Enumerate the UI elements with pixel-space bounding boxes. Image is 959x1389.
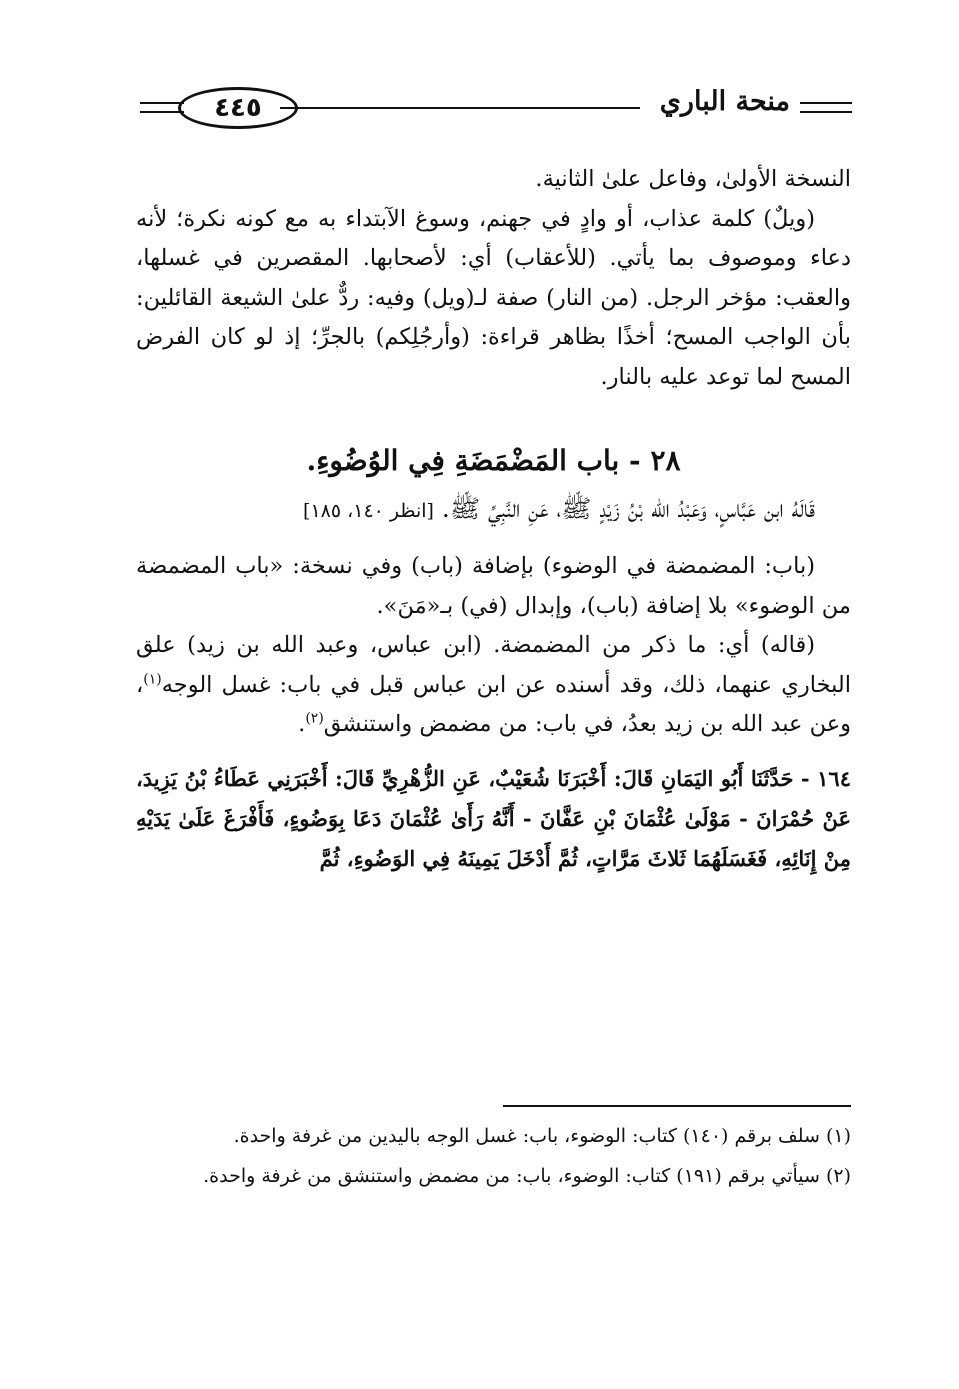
quote-text: قَالَهُ ابن عَبَّاسٍ، وَعَبْدُ الله بْنُ زَيْدٍ ﷺ، عَنِ النَّبِيِّ ﷺ. [441, 494, 815, 523]
footnote-2: (٢) سيأتي برقم (١٩١) كتاب: الوضوء، باب: من مضمض واستنشق من غرفة واحدة. [203, 1165, 851, 1187]
running-title: منحة الباري [659, 86, 790, 117]
paragraph-continuation: النسخة الأولىٰ، وفاعل علىٰ الثانية. [535, 166, 851, 192]
chapter-quote [136, 489, 851, 531]
paragraph-qalahu-commentary [136, 626, 851, 745]
quote-reference: [انظر ١٤٠، ١٨٥] [303, 500, 434, 522]
page-header [140, 82, 852, 138]
para4-text-b: ، وعن عبد الله بن زيد بعدُ، في باب: من مضمض واستنشق [136, 671, 851, 737]
header-rule-right-bottom [800, 111, 852, 113]
page-number-ornament [178, 87, 298, 129]
footnotes [136, 1120, 851, 1200]
para4-text-a: (قاله) أي: ما ذكر من المضمضة. (ابن عباس، وعبد الله بن زيد) علق البخاري عنهما، ذلك، وقد أسنده عن ابن عباس قبل في باب: غسل الوجه [136, 632, 851, 698]
footnote-1: (١) سلف برقم (١٤٠) كتاب: الوضوء، باب: غسل الوجه باليدين من غرفة واحدة. [233, 1125, 851, 1147]
footnote-separator [503, 1105, 851, 1107]
header-rule-right-top [800, 102, 852, 104]
paragraph-wail-commentary: (ويلٌ) كلمة عذاب، أو وادٍ في جهنم، وسوغ الآبتداء به مع كونه نكرة؛ لأنه دعاء وموصوف بما يأتي. (للأعقاب) أي: لأصحابها. المقصرين في غسلها، والعقب: مؤخر الرجل. (من النار) صفة لـ(ويل) وفيه: ردٌّ علىٰ الشيعة القائلين: بأن الواجب المسح؛ أخذًا بظاهر قراءة: (وأرجُلِكم) بالجرِّ؛ إذ لو كان الفرض المسح لما توعد عليه بالنار. [136, 205, 851, 390]
para4-text-c: . [298, 711, 306, 737]
page-number: ٤٤٥ [214, 93, 262, 123]
main-text [136, 160, 851, 879]
header-rule-middle [280, 107, 640, 109]
footnote-marker-2: (٢) [305, 710, 324, 727]
hadith-text: ١٦٤ - حَدَّثَنَا أَبُو اليَمَانِ قَالَ: أَخْبَرَنَا شُعَيْبٌ، عَنِ الزُّهْرِيِّ قَالَ: أَخْبَرَنِي عَطَاءُ بْنُ يَزِيدَ، عَنْ حُمْرَانَ - مَوْلَىٰ عُثْمَانَ بْنِ عَفَّانَ - أَنَّهُ رَأَىٰ عُثْمَانَ دَعَا بِوَضُوءٍ، فَأَفْرَغَ عَلَىٰ يَدَيْهِ مِنْ إِنَائِهِ، فَغَسَلَهُمَا ثَلاثَ مَرَّاتٍ، ثُمَّ أَدْخَلَ يَمِينَهُ فِي الوَضُوءِ، ثُمَّ [136, 765, 851, 871]
footnote-marker-1: (١) [143, 671, 162, 687]
paragraph-bab-commentary: (باب: المضمضة في الوضوء) بإضافة (باب) وفي نسخة: «باب المضمضة من الوضوء» بلا إضافة (باب)، وإبدال (في) بـ«مَنَ». [136, 553, 851, 619]
chapter-heading: ٢٨ - باب المَضْمَضَةِ فِي الوُضُوءِ. [306, 444, 681, 477]
